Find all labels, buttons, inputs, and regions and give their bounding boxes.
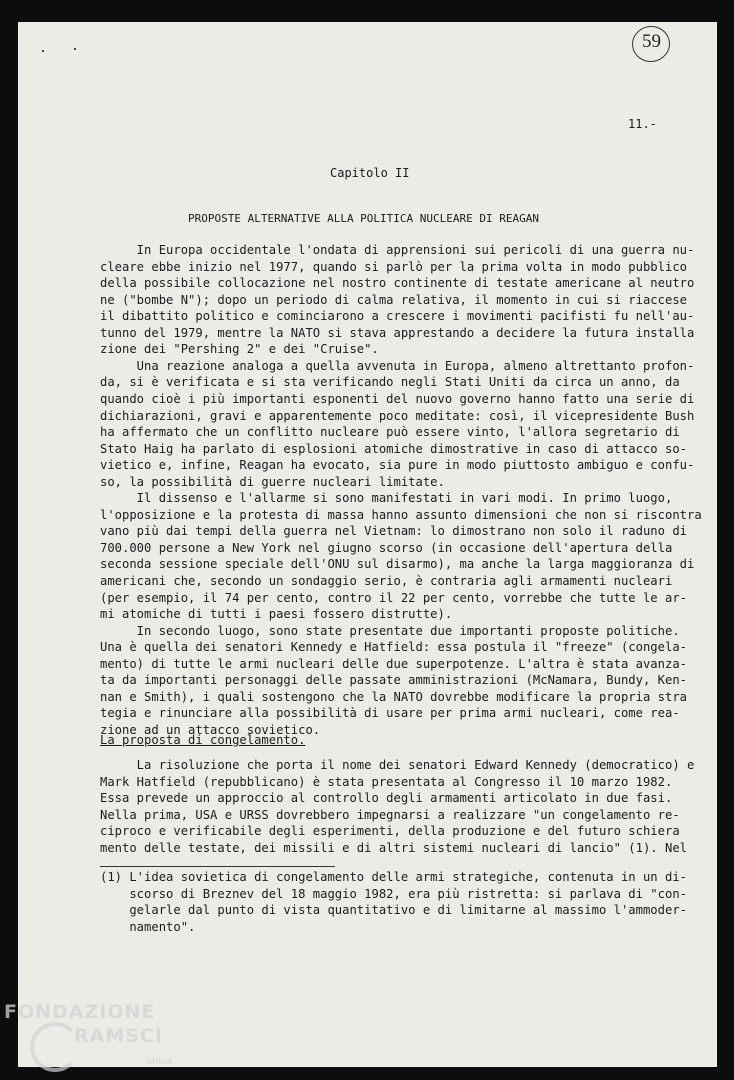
page-number: 11.- — [628, 117, 657, 131]
text-line: Mark Hatfield (repubblicano) è stata presentata al Congresso il 10 marzo 1982. — [100, 774, 673, 789]
gramsci-logo-icon — [30, 1022, 80, 1072]
text-line: (per esempio, il 74 per cento, contro il 22 per cento, vorrebbe che tutte le ar- — [100, 590, 687, 605]
watermark-line-2: RAMSCI — [74, 1025, 163, 1047]
text-line: della possibile collocazione nel nostro continente di testate americane al neutro — [100, 276, 695, 291]
margin-mark — [74, 48, 76, 50]
archive-stamp-number: 59 — [642, 31, 661, 52]
text-line: In Europa occidentale l'ondata di apprensioni sui pericoli di una guerra nu- — [100, 243, 695, 257]
section-heading: La proposta di congelamento. — [100, 733, 306, 747]
text-line: zione ad un attacco sovietico. — [100, 722, 321, 737]
watermark-line-3: onlus — [146, 1056, 173, 1067]
text-line: scorso di Breznev del 18 maggio 1982, era più ristretta: si parlava di "con- — [100, 886, 687, 901]
text-line: mento delle testate, dei missili e di altri sistemi nucleari di lancio" (1). Nel — [100, 841, 687, 855]
text-line: tunno del 1979, mentre la NATO si stava apprestando a decidere la futura installa — [100, 325, 695, 340]
text-line: namento". — [100, 919, 196, 934]
text-line: tegia e rinunciare alla possibilità di usare per prima armi nucleari, come rea- — [100, 706, 680, 721]
text-line: 700.000 persone a New York nel giugno scorso (in occasione dell'apertura della — [100, 540, 673, 555]
text-line: cleare ebbe inizio nel 1977, quando si parlò per la prima volta in modo pubblico — [100, 259, 687, 274]
text-line: so, la possibilità di guerre nucleari limitate. — [100, 474, 445, 489]
text-line: Stato Haig ha parlato di esplosioni atomiche dimostrative in caso di attacco so- — [100, 441, 687, 456]
text-line: vano più dai tempi della guerra nel Vietnam: lo dimostrano non solo il raduno di — [100, 524, 687, 539]
text-line: Il dissenso e l'allarme si sono manifestati in vari modi. In primo luogo, — [100, 491, 673, 506]
text-line: La risoluzione che porta il nome dei senatori Edward Kennedy (democratico) e — [100, 758, 695, 772]
text-line: ciproco e verificabile degli esperimenti, della produzione e del futuro schiera — [100, 824, 680, 839]
footnote-rule — [100, 866, 335, 867]
text-line: l'opposizione e la protesta di massa hanno assunto dimensioni che non si riscontra — [100, 507, 702, 522]
text-line: Nella prima, USA e URSS dovrebbero impegnarsi a realizzare "un congelamento re- — [100, 807, 680, 822]
margin-mark — [42, 50, 44, 52]
text-line: da, si è verificata e si sta verificando negli Stati Uniti da circa un anno, da — [100, 375, 680, 390]
text-line: mento) di tutte le armi nucleari delle due superpotenze. L'altra è stata avanza- — [100, 656, 687, 671]
text-line: mi atomiche di tutti i paesi fossero distrutte). — [100, 607, 453, 622]
text-line: Essa prevede un approccio al controllo degli armamenti articolato in due fasi. — [100, 791, 673, 806]
chapter-heading: Capitolo II — [330, 166, 410, 180]
page-title: PROPOSTE ALTERNATIVE ALLA POLITICA NUCLEARE DI REAGAN — [188, 212, 539, 225]
text-line: Una è quella dei senatori Kennedy e Hatfield: essa postula il "freeze" (congela- — [100, 640, 687, 655]
text-line: ta da importanti personaggi delle passate amministrazioni (McNamara, Bundy, Ken- — [100, 673, 687, 688]
text-line: il dibattito politico e cominciarono a crescere i movimenti pacifisti fu nell'au- — [100, 309, 695, 324]
text-line: (1) L'idea sovietica di congelamento delle armi strategiche, contenuta in un di- — [100, 870, 687, 884]
watermark-line-1: FONDAZIONE — [4, 1001, 156, 1023]
text-line: quando cioè i più importanti esponenti del nuovo governo hanno fatto una serie di — [100, 391, 695, 406]
text-line: americani che, secondo un sondaggio serio, è contraria agli armamenti nucleari — [100, 574, 673, 588]
text-line: zione dei "Pershing 2" e dei "Cruise". — [100, 342, 379, 357]
text-line: dichiarazioni, gravi e apparentemente poco meditate: così, il vicepresidente Bush — [100, 408, 695, 423]
text-line: nan e Smith), i quali sostengono che la NATO dovrebbe modificare la propria stra — [100, 689, 687, 704]
text-line: vietico e, infine, Reagan ha evocato, sia pure in modo piuttosto ambiguo e confu- — [100, 458, 695, 473]
text-line: gelarle dal punto di vista quantitativo e di limitarne al massimo l'ammoder- — [100, 903, 687, 918]
text-line: In secondo luogo, sono state presentate due importanti proposte politiche. — [100, 623, 680, 638]
text-line: seconda sessione speciale dell'ONU sul disarmo), ma anche la larga maggioranza di — [100, 557, 695, 572]
text-line: ha affermato che un conflitto nucleare può essere vinto, l'allora segretario di — [100, 425, 680, 440]
text-line: Una reazione analoga a quella avvenuta in Europa, almeno altrettanto profon- — [100, 358, 695, 373]
text-line: ne ("bombe N"); dopo un periodo di calma relativa, il momento in cui si riaccese — [100, 292, 687, 307]
